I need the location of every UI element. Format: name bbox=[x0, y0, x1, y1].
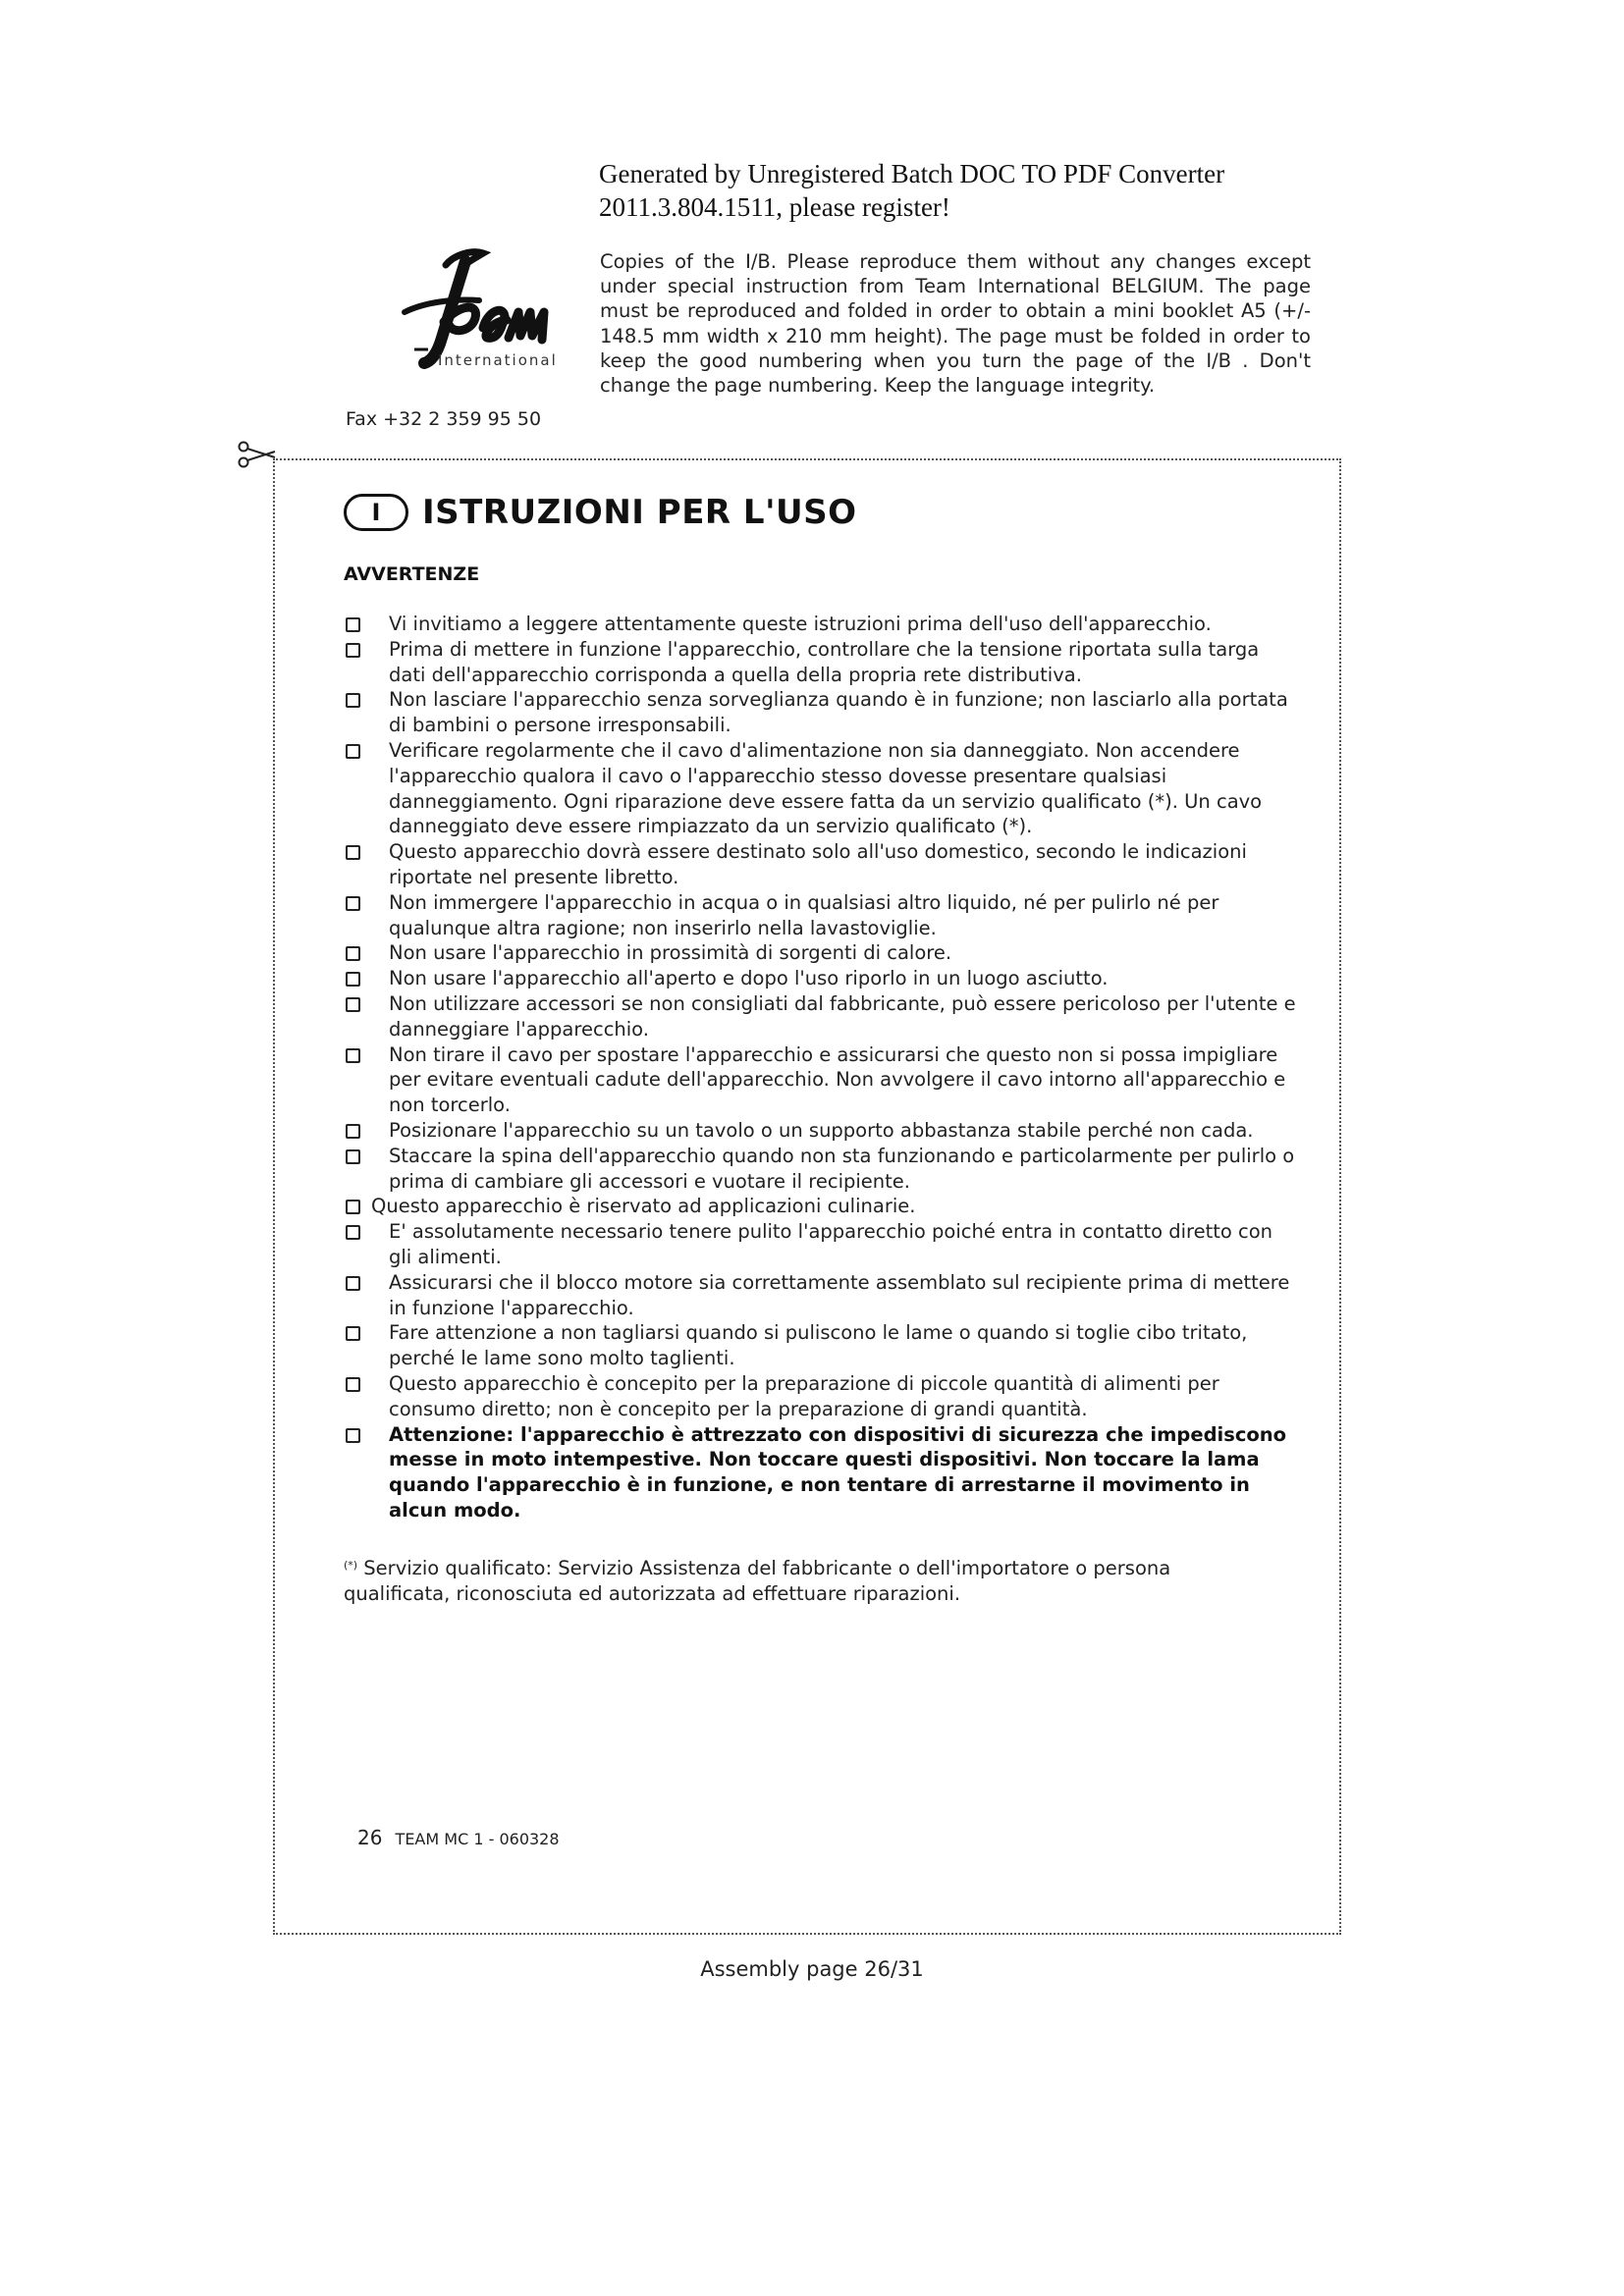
list-item bbox=[344, 991, 1296, 1042]
list-item bbox=[344, 940, 1296, 966]
checkbox-bullet-icon bbox=[346, 744, 360, 759]
checkbox-bullet-icon bbox=[346, 1326, 360, 1341]
team-international-logo bbox=[385, 243, 562, 381]
list-item-text: Non usare l'apparecchio all'aperto e dopo l'uso riporlo in un luogo asciutto. bbox=[389, 967, 1109, 990]
checkbox-bullet-icon bbox=[346, 643, 360, 658]
list-item-text: Attenzione: l'apparecchio è attrezzato con dispositivi di sicurezza che impediscono messe in moto intempestive. Non toccare questi dispositivi. Non toccare la lama quando l'apparecchio è in funzione, e non tentare di arrestarne il movimento in alcun modo. bbox=[389, 1422, 1287, 1522]
list-item-text: Questo apparecchio dovrà essere destinato solo all'uso domestico, secondo le indicazioni riportate nel presente libretto. bbox=[389, 840, 1247, 888]
checkbox-bullet-icon bbox=[346, 617, 360, 632]
checkbox-bullet-icon bbox=[346, 997, 360, 1012]
converter-notice-line-1: Generated by Unregistered Batch DOC TO PDF Converter bbox=[599, 159, 1225, 188]
list-item-text: Questo apparecchio è concepito per la preparazione di piccole quantità di alimenti per consumo diretto; non è concepito per la preparazione di grandi quantità. bbox=[389, 1371, 1219, 1420]
checkbox-bullet-icon bbox=[346, 1276, 360, 1291]
warnings-heading: AVVERTENZE bbox=[344, 563, 480, 585]
converter-watermark-notice bbox=[599, 157, 1345, 224]
list-item-text: Non utilizzare accessori se non consigliati dal fabbricante, può essere pericoloso per l'utente e danneggiare l'apparecchio. bbox=[389, 991, 1296, 1041]
checkbox-bullet-icon bbox=[346, 896, 360, 911]
list-item bbox=[344, 1371, 1296, 1422]
list-item-text: Non immergere l'apparecchio in acqua o in qualsiasi altro liquido, né per pulirlo né per qualunque altra ragione; non inserirlo nella lavastoviglie. bbox=[389, 890, 1219, 939]
checkbox-bullet-icon bbox=[346, 1200, 360, 1214]
checkbox-bullet-icon bbox=[346, 1048, 360, 1063]
fax-number: Fax +32 2 359 95 50 bbox=[346, 408, 542, 430]
logo-sub-text: International bbox=[438, 351, 558, 369]
list-item bbox=[344, 890, 1296, 941]
page-number: 26 bbox=[357, 1826, 383, 1849]
list-item bbox=[344, 1219, 1296, 1270]
list-item-text: Prima di mettere in funzione l'apparecchio, controllare che la tensione riportata sulla targa dati dell'apparecchio corrisponda a quella della propria rete distributiva. bbox=[389, 637, 1260, 686]
checkbox-bullet-icon bbox=[346, 1428, 360, 1443]
list-item bbox=[344, 1118, 1296, 1144]
list-item-text: Assicurarsi che il blocco motore sia correttamente assemblato sul recipiente prima di mettere in funzione l'apparecchio. bbox=[389, 1270, 1290, 1319]
checkbox-bullet-icon bbox=[346, 1149, 360, 1164]
page-footer bbox=[357, 1826, 560, 1849]
checkbox-bullet-icon bbox=[346, 845, 360, 860]
list-item bbox=[344, 966, 1296, 991]
list-item bbox=[344, 738, 1296, 839]
copies-instruction: Copies of the I/B. Please reproduce them without any changes except under special instruction from Team International BELGIUM. The page must be reproduced and folded in order to obtain a mini booklet A5 (+/- 148.5 mm width x 210 mm height). The page must be folded in order to keep the good numbering when you turn the page of the I/B . Don't change the page numbering. Keep the language integrity. bbox=[600, 250, 1311, 398]
checkbox-bullet-icon bbox=[346, 946, 360, 961]
section-heading bbox=[344, 489, 857, 536]
footnote bbox=[344, 1553, 1247, 1607]
checkbox-bullet-icon bbox=[346, 693, 360, 708]
checkbox-bullet-icon bbox=[346, 1377, 360, 1392]
footnote-mark: (*) bbox=[344, 1559, 358, 1572]
footnote-text: Servizio qualificato: Servizio Assistenza del fabbricante o dell'importatore o persona qualificata, riconosciuta ed autorizzata ad effettuare riparazioni. bbox=[344, 1557, 1171, 1605]
list-item bbox=[344, 1320, 1296, 1371]
list-item-text: Staccare la spina dell'apparecchio quando non sta funzionando e particolarmente per pulirlo o prima di cambiare gli accessori e vuotare il recipiente. bbox=[389, 1144, 1295, 1193]
list-item-warning bbox=[344, 1422, 1296, 1523]
list-item bbox=[344, 839, 1296, 890]
warnings-list bbox=[344, 612, 1296, 1523]
page-title: ISTRUZIONI PER L'USO bbox=[422, 493, 857, 532]
list-item-text: Questo apparecchio è riservato ad applicazioni culinarie. bbox=[371, 1195, 916, 1218]
list-item-text: Non tirare il cavo per spostare l'apparecchio e assicurarsi che questo non si possa impigliare per evitare eventuali cadute dell'apparecchio. Non avvolgere il cavo intorno all'apparecchio e non torcerlo. bbox=[389, 1042, 1286, 1117]
list-item bbox=[344, 612, 1296, 637]
list-item-text: Non usare l'apparecchio in prossimità di sorgenti di calore. bbox=[389, 941, 952, 965]
list-item-text: Fare attenzione a non tagliarsi quando si puliscono le lame o quando si toglie cibo tritato, perché le lame sono molto taglienti. bbox=[389, 1321, 1248, 1370]
list-item-text: Verificare regolarmente che il cavo d'alimentazione non sia danneggiato. Non accendere l'apparecchio qualora il cavo o l'apparecchio stesso dovesse presentare qualsiasi danneggiamento. Ogni riparazione deve essere fatta da un servizio qualificato (*). Un cavo danneggiato deve essere rimpiazzato da un servizio qualificato (*). bbox=[389, 738, 1263, 838]
list-item-text: Vi invitiamo a leggere attentamente queste istruzioni prima dell'uso dell'apparecchio. bbox=[389, 613, 1212, 635]
list-item bbox=[344, 1270, 1296, 1321]
list-item bbox=[344, 1042, 1296, 1118]
list-item-text: Non lasciare l'apparecchio senza sorveglianza quando è in funzione; non lasciarlo alla portata di bambini o persone irresponsabili. bbox=[389, 688, 1288, 737]
list-item-text: Posizionare l'apparecchio su un tavolo o un supporto abbastanza stabile perché non cada. bbox=[389, 1118, 1254, 1142]
list-item bbox=[344, 1194, 1296, 1219]
checkbox-bullet-icon bbox=[346, 1225, 360, 1240]
document-code: TEAM MC 1 - 060328 bbox=[395, 1830, 560, 1848]
list-item-text: E' assolutamente necessario tenere pulito l'apparecchio poiché entra in contatto diretto con gli alimenti. bbox=[389, 1220, 1273, 1268]
converter-notice-line-2: 2011.3.804.1511, please register! bbox=[599, 192, 950, 222]
assembly-page-label: Assembly page 26/31 bbox=[700, 1957, 924, 1981]
list-item bbox=[344, 637, 1296, 688]
language-badge: I bbox=[344, 494, 408, 531]
checkbox-bullet-icon bbox=[346, 1124, 360, 1139]
list-item bbox=[344, 687, 1296, 738]
checkbox-bullet-icon bbox=[346, 972, 360, 987]
list-item bbox=[344, 1144, 1296, 1195]
